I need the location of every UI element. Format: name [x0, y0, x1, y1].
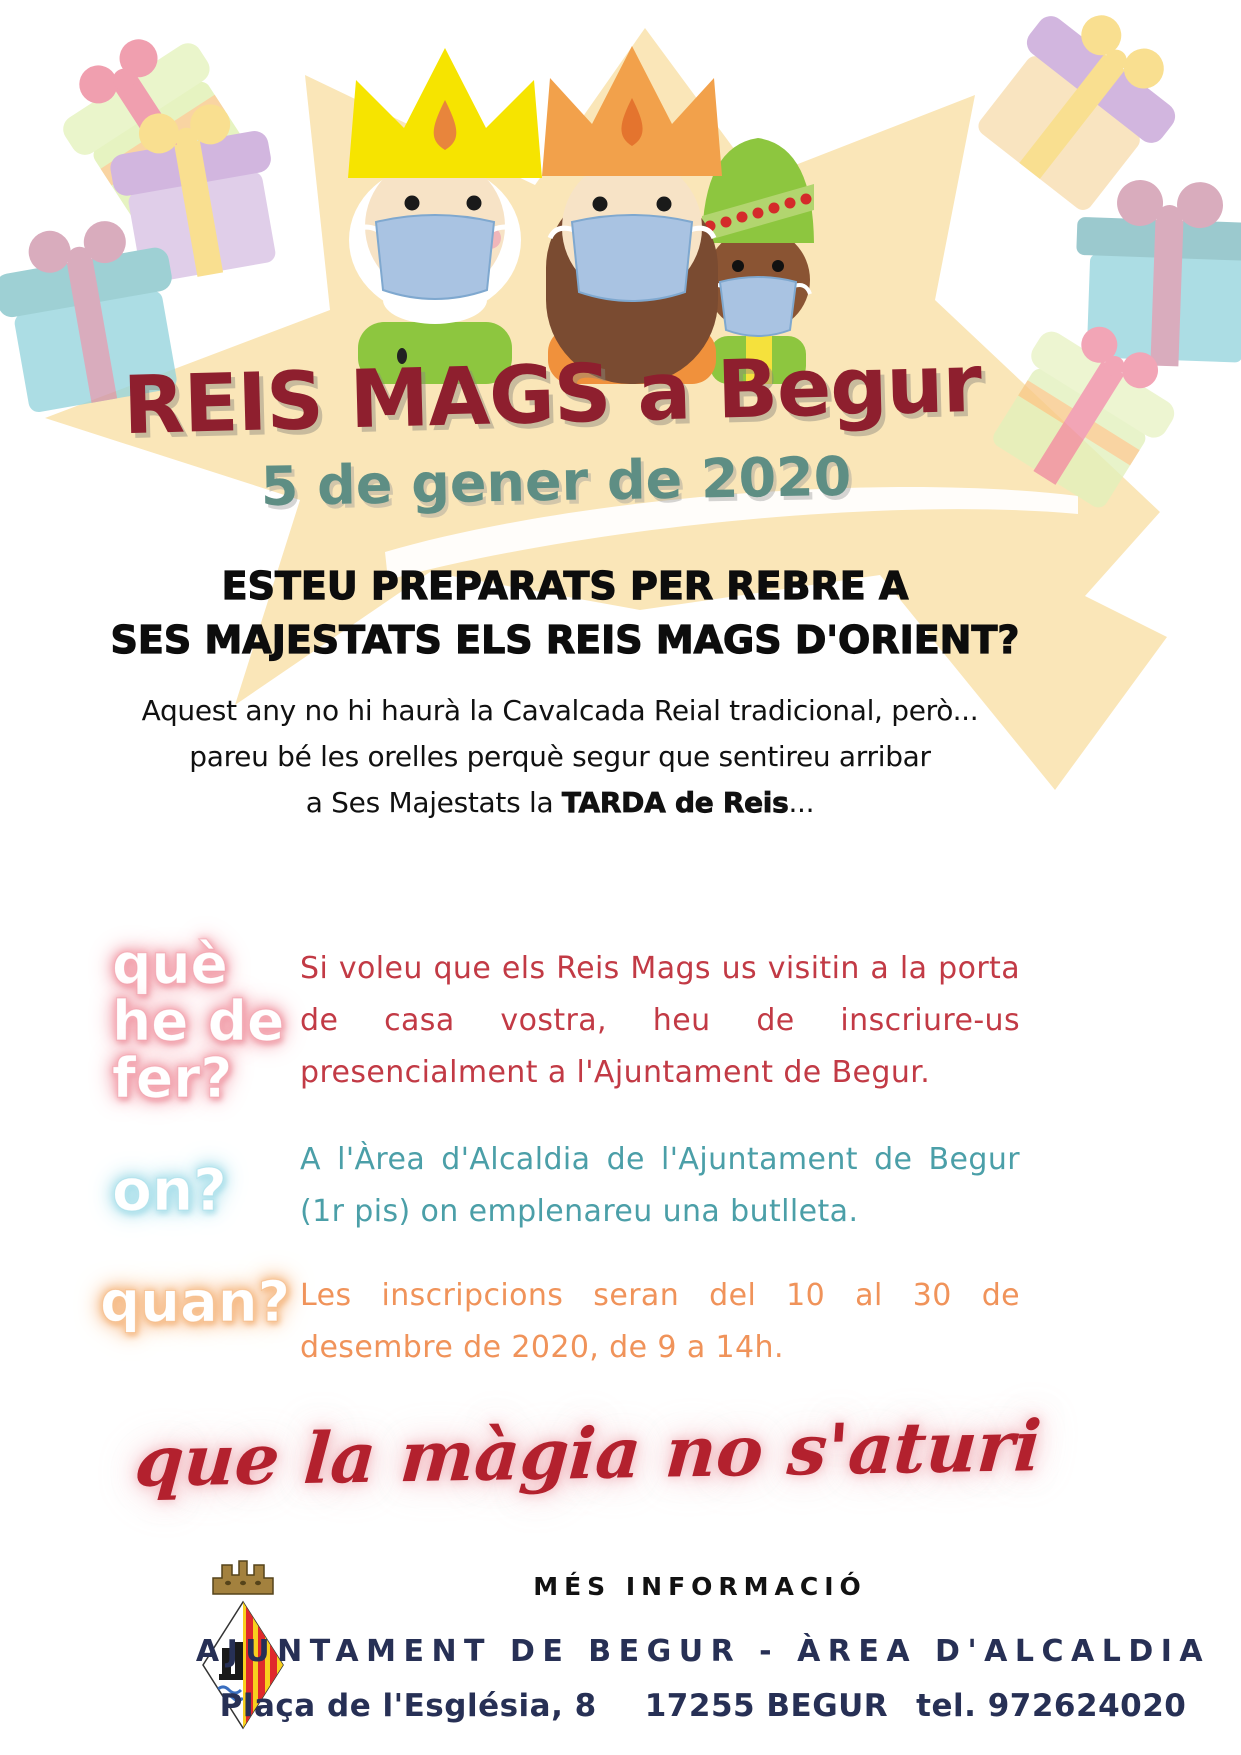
footer-phone: tel. 972624020: [916, 1688, 1187, 1724]
label-que-line1: què: [112, 932, 228, 996]
section-text-on: A l'Àrea d'Alcaldia de l'Ajuntament de Begur (1r pis) on emplenareu una butlleta.: [300, 1142, 1020, 1229]
tagline: que la màgia no s'aturi: [132, 1404, 1044, 1503]
footer-more-info: MÉS INFORMACIÓ: [533, 1572, 867, 1601]
main-question-line1: ESTEU PREPARATS PER REBRE A: [221, 564, 909, 608]
intro-paragraph: [142, 688, 979, 826]
footer-postal-city: 17255 BEGUR: [644, 1688, 889, 1724]
section-text-que-he-de-fer: Si voleu que els Reis Mags us visitin a la porta de casa vostra, heu de inscriure-us presencialment a l'Ajuntament de Begur.: [300, 951, 1020, 1090]
gift-icon: [963, 0, 1201, 223]
label-que-line2: he de: [112, 989, 285, 1054]
intro-line3-prefix: a Ses Majestats la: [305, 785, 562, 819]
intro-line3: [142, 780, 979, 826]
section-label-que-he-de-fer: [112, 932, 285, 1111]
section-text-quan: Les inscripcions seran del 10 al 30 de desembre de 2020, de 9 a 14h.: [300, 1278, 1020, 1365]
section-label-quan: quan?: [100, 1270, 291, 1335]
intro-line2: pareu bé les orelles perquè segur que sentireu arribar: [189, 739, 931, 773]
poster-date: 5 de gener de 2020: [260, 444, 852, 519]
section-label-on: on?: [112, 1156, 227, 1224]
footer-organization: AJUNTAMENT DE BEGUR - ÀREA D'ALCALDIA: [195, 1634, 1211, 1669]
main-question: [111, 560, 1020, 668]
footer-address-line: [220, 1688, 1187, 1724]
label-que-line3: fer?: [112, 1046, 233, 1111]
three-kings-illustration: [348, 46, 814, 384]
main-question-line2: SES MAJESTATS ELS REIS MAGS D'ORIENT?: [110, 617, 1020, 662]
intro-line1: Aquest any no hi haurà la Cavalcada Reial tradicional, però...: [141, 694, 979, 727]
intro-line3-bold: TARDA de Reis: [561, 785, 789, 819]
intro-line3-suffix: ...: [788, 785, 815, 819]
poster-title: REIS MAGS a Begur: [121, 336, 983, 453]
footer-address: Plaça de l'Església, 8: [219, 1688, 597, 1724]
